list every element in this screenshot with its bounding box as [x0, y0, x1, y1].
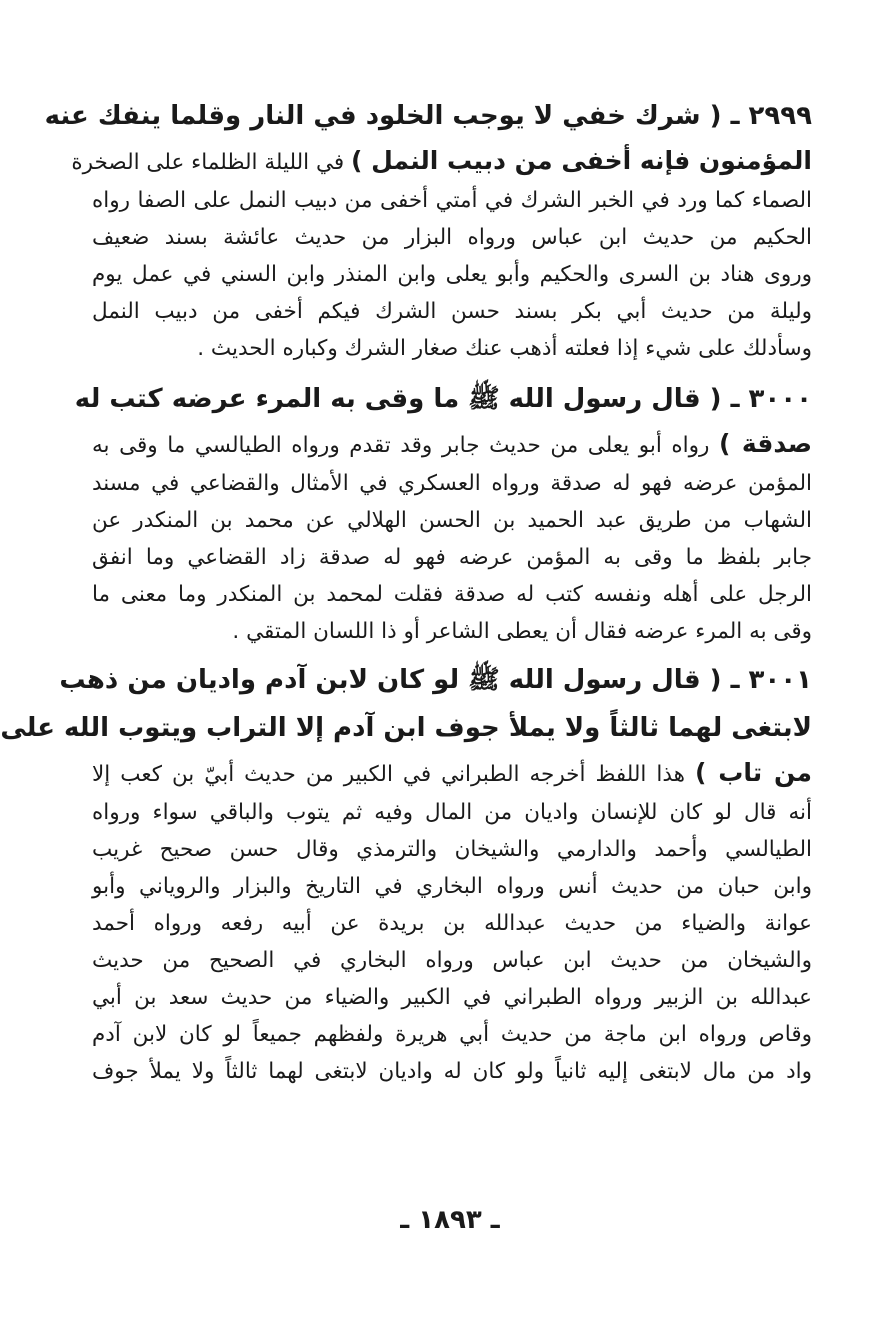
entry-commentary-line: وقاص ورواه ابن ماجة من حديث أبي هريرة ولفظهم جميعاً لو كان لابن آدم [92, 1022, 812, 1047]
entry-commentary-line: واد من مال لابتغى إليه ثانياً ولو كان له واديان لابتغى لهما ثالثاً ولا يملأ جوف [92, 1059, 812, 1084]
entry-commentary-start: رواه أبو يعلى من حديث جابر وقد تقدم ورواه الطيالسي ما وقى به [92, 433, 719, 458]
entry-commentary-start: هذا اللفظ أخرجه الطبراني في الكبير من حديث أبيّ بن كعب إلا [92, 762, 695, 787]
entry-commentary-line: الصماء كما ورد في الخبر الشرك في أمتي أخفى من دبيب النمل على الصفا رواه [92, 188, 812, 213]
entry-commentary-line: والشيخان من حديث ابن عباس ورواه البخاري في الصحيح من حديث [92, 948, 812, 973]
entry-2999 [44, 92, 812, 367]
entry-mixed-line [92, 423, 812, 465]
entry-commentary-start: في الليلة الظلماء على الصخرة [71, 150, 351, 175]
entry-commentary-line: أنه قال لو كان للإنسان واديان من المال وفيه ثم يتوب والباقي سواء ورواه [92, 800, 812, 825]
entry-commentary-line: وسأدلك على شيء إذا فعلته أذهب عنك صغار الشرك وكباره الحديث . [197, 336, 812, 361]
entry-commentary-line: وابن حبان من حديث أنس ورواه البخاري في التاريخ والبزار والروياني وأبو [92, 874, 812, 899]
entry-heading-line: لابتغى لهما ثالثاً ولا يملأ جوف ابن آدم إلا التراب ويتوب الله على [0, 713, 812, 743]
entry-3001 [0, 656, 812, 1090]
entry-heading-end: صدقة ) [718, 429, 812, 458]
entry-commentary-line: الحكيم من حديث ابن عباس ورواه البزار من حديث عائشة بسند ضعيف [92, 225, 812, 250]
page-number: ـ ١٨٩٣ ـ [400, 1205, 500, 1235]
entry-spacer [92, 367, 812, 375]
entry-commentary-line: الشهاب من طريق عبد الحميد بن الحسن الهلالي عن محمد بن المنكدر عن [92, 508, 812, 533]
entry-commentary-line: المؤمن عرضه فهو له صدقة ورواه العسكري في الأمثال والقضاعي في مسند [92, 471, 812, 496]
entry-commentary-line: عبدالله بن الزبير ورواه الطبراني في الكبير والضياء من حديث سعد بن أبي [92, 985, 812, 1010]
entry-heading-line: ٣٠٠١ ـ ( قال رسول الله ﷺ لو كان لابن آدم واديان من ذهب [59, 665, 812, 695]
entry-3000 [74, 375, 812, 650]
entry-mixed-line [71, 140, 812, 182]
entry-commentary-line: جابر بلفظ ما وقى به المؤمن عرضه فهو له صدقة زاد القضاعي وما انفق [92, 545, 812, 570]
entry-heading-end: من تاب ) [694, 758, 812, 787]
entry-commentary-line: عوانة والضياء من حديث عبدالله بن بريدة عن أبيه رفعه ورواه أحمد [92, 911, 812, 936]
entry-heading-end: المؤمنون فإنه أخفى من دبيب النمل ) [350, 146, 812, 175]
entry-commentary-line: وقى به المرء عرضه فقال أن يعطى الشاعر أو ذا اللسان المتقي . [232, 619, 812, 644]
entry-heading-line: ٣٠٠٠ ـ ( قال رسول الله ﷺ ما وقى به المرء عرضه كتب له [74, 384, 812, 414]
entry-commentary-line: الطيالسي وأحمد والدارمي والشيخان والترمذي وقال حسن صحيح غريب [92, 837, 812, 862]
page-body [0, 92, 812, 1090]
entry-heading-line: ٢٩٩٩ ـ ( شرك خفي لا يوجب الخلود في النار وقلما ينفك عنه [44, 101, 812, 131]
entry-commentary-line: الرجل على أهله ونفسه كتب له صدقة فقلت لمحمد بن المنكدر وما معنى ما [92, 582, 812, 607]
entry-commentary-line: وليلة من حديث أبي بكر بسند حسن الشرك فيكم أخفى من دبيب النمل [92, 299, 812, 324]
entry-mixed-line [92, 752, 812, 794]
entry-commentary-line: وروى هناد بن السرى والحكيم وأبو يعلى وابن المنذر وابن السني في عمل يوم [92, 262, 812, 287]
